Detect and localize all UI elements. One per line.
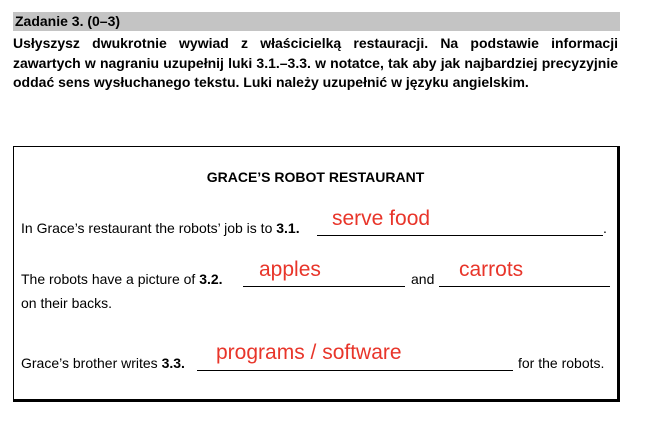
sentence-3-2 xyxy=(21,271,223,287)
gap-3-1-line[interactable] xyxy=(317,235,603,236)
note-title: GRACE’S ROBOT RESTAURANT xyxy=(206,169,425,185)
gap-3-3-line[interactable] xyxy=(197,370,513,371)
sentence-3-3 xyxy=(21,355,185,371)
sentence-3-1 xyxy=(21,220,300,236)
gap-3-2-number: 3.2. xyxy=(199,271,223,287)
answer-3-1: serve food xyxy=(332,207,431,230)
sentence-3-2-and: and xyxy=(411,271,435,287)
answer-3-3: programs / software xyxy=(216,341,402,364)
sentence-3-3-text: Grace’s brother writes xyxy=(21,355,158,371)
gap-3-1-number: 3.1. xyxy=(276,220,300,236)
task-title: Zadanie 3. (0–3) xyxy=(15,13,121,29)
sentence-3-2-text: The robots have a picture of xyxy=(21,271,196,287)
note-box xyxy=(13,146,620,402)
sentence-3-2-continuation: on their backs. xyxy=(21,295,113,311)
task-header xyxy=(13,12,620,31)
answer-3-2a: apples xyxy=(259,258,321,281)
sentence-3-3-end: for the robots. xyxy=(518,355,605,371)
gap-3-2a-line[interactable] xyxy=(243,286,405,287)
sentence-3-1-period: . xyxy=(603,220,607,236)
task-instructions: Usłyszysz dwukrotnie wywiad z właścicielką restauracji. Na podstawie informacji zawartych w nagraniu uzupełnij luki 3.1.–3.3. w notatce, tak aby jak najbardziej precyzyjnie oddać sens wysłuchanego tekstu. Luki należy uzupełnić w języku angielskim. xyxy=(13,35,618,90)
gap-3-3-number: 3.3. xyxy=(161,355,185,371)
gap-3-2b-line[interactable] xyxy=(439,286,610,287)
sentence-3-1-text: In Grace’s restaurant the robots’ job is to xyxy=(21,220,273,236)
answer-3-2b: carrots xyxy=(459,258,524,281)
